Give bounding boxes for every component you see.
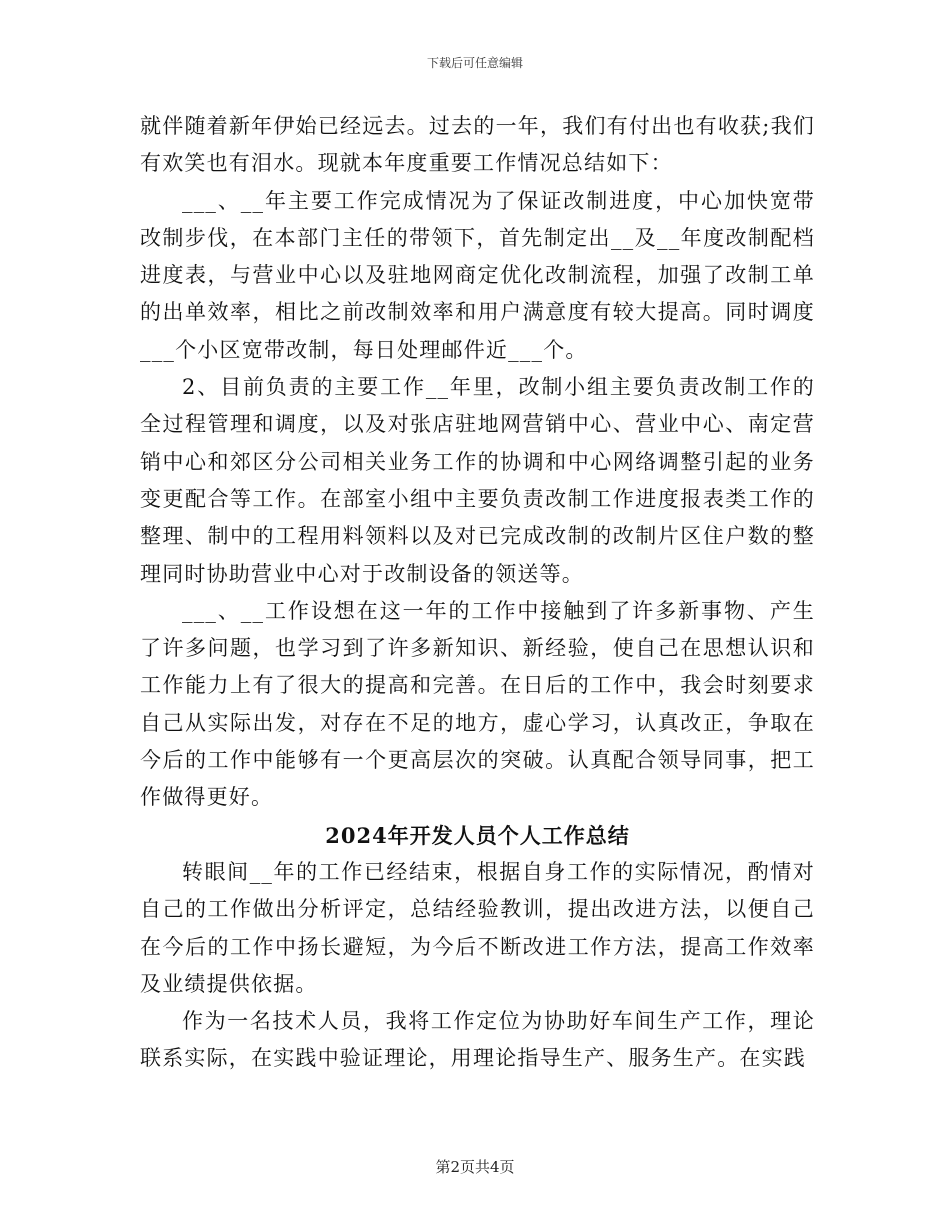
paragraph: 转眼间__年的工作已经结束，根据自身工作的实际情况，酌情对自己的工作做出分析评定，总结经验教训，提出改进方法，以便自己在今后的工作中扬长避短，为今后不断改进工作方法，提高工作效率及业绩提供依据。 (140, 859, 815, 996)
paragraph: 就伴随着新年伊始已经远去。过去的一年，我们有付出也有收获;我们有欢笑也有泪水。现就本年度重要工作情况总结如下： (140, 114, 815, 176)
paragraph: ___、__工作设想在这一年的工作中接触到了许多新事物、产生了许多问题，也学习到了许多新知识、新经验，使自己在思想认识和工作能力上有了很大的提高和完善。在日后的工作中，我会时刻要求自己从实际出发，对存在不足的地方，虚心学习，认真改正，争取在今后的工作中能够有一个更高层次的突破。认真配合领导同事，把工作做得更好。 (140, 598, 815, 810)
paragraph: 作为一名技术人员，我将工作定位为协助好车间生产工作，理论联系实际，在实践中验证理论，用理论指导生产、服务生产。在实践 (140, 1009, 815, 1071)
paragraph: 2、目前负责的主要工作__年里，改制小组主要负责改制工作的全过程管理和调度，以及对张店驻地网营销中心、营业中心、南定营销中心和郊区分公司相关业务工作的协调和中心网络调整引起的业务变更配合等工作。在部室小组中主要负责改制工作进度报表类工作的整理、制中的工程用料领料以及对已完成改制的改制片区住户数的整理同时协助营业中心对于改制设备的领送等。 (140, 375, 815, 586)
page-footer: 第2页共4页 (435, 1158, 515, 1176)
document-body (140, 108, 815, 1078)
paragraph: ___、__年主要工作完成情况为了保证改制进度，中心加快宽带改制步伐，在本部门主任的带领下，首先制定出__及__年度改制配档进度表，与营业中心以及驻地网商定优化改制流程，加强了改制工单的出单效率，相比之前改制效率和用户满意度有较大提高。同时调度___个小区宽带改制，每日处理邮件近___个。 (140, 188, 815, 362)
section-title: 2024年开发人员个人工作总结 (325, 822, 630, 848)
header-note: 下载后可任意编辑 (426, 56, 523, 70)
